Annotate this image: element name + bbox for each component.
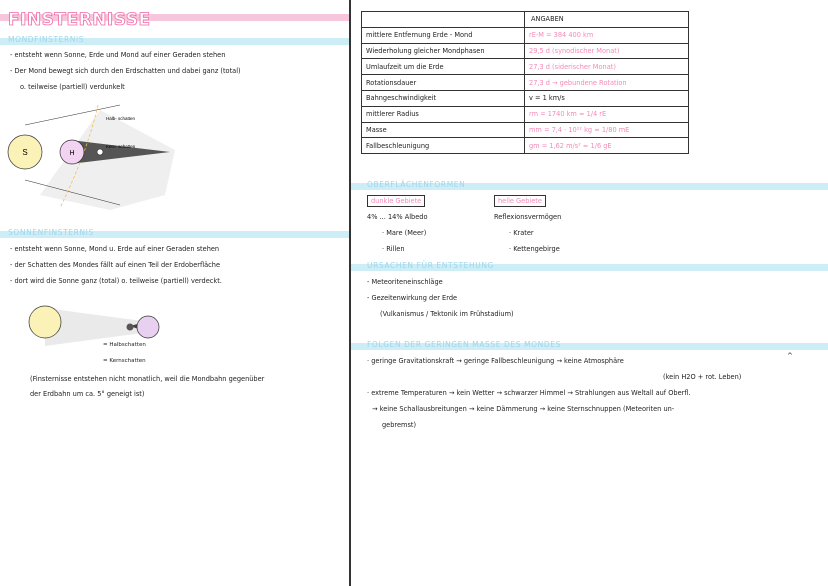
mondfinsternis-line-3: o. teilweise (partiell) verdunkelt [20,83,125,91]
kernschatten-label: Kern- schatten [106,144,136,149]
sun-label: S [22,148,28,157]
table-label: Bahngeschwindigkeit [362,90,525,106]
mondfinsternis-line-1: - entsteht wenn Sonne, Erde und Mond auf einer Geraden stehen [10,51,226,59]
mondfinsternis-diagram [0,100,200,210]
table-row [362,138,689,154]
sonnenfinsternis-note-2: der Erdbahn um ca. 5° geneigt ist) [30,390,145,398]
halbschatten-label: Halb- schatten [106,116,136,121]
angaben-table [361,11,689,154]
ursachen-heading: URSACHEN FÜR ENTSTEHUNG [367,261,494,270]
mondfinsternis-heading: MONDFINSTERNIS [8,35,85,44]
sonnenfinsternis-line-3: - dort wird die Sonne ganz (total) o. teilweise (partiell) verdeckt. [10,277,222,285]
ursachen-line-1: - Meteoriteneinschläge [367,278,443,286]
table-row [362,90,689,106]
table-row [362,106,689,122]
table-label: Masse [362,122,525,138]
helle-gebiete-item: Reflexionsvermögen [494,213,562,221]
folgen-line-2: (kein H2O + rot. Leben) [663,373,742,381]
folgen-line-3: · extreme Temperaturen → kein Wetter → schwarzer Himmel → Strahlungen aus Weltall auf Oberfl. [367,389,691,397]
earth-circle [137,316,159,338]
halbschatten-area [40,110,175,210]
page-title: FINSTERNISSE [8,10,151,30]
ursachen-line-2: - Gezeitenwirkung der Erde [367,294,458,302]
caret-mark: ^ [787,352,793,360]
table-header-empty [362,12,525,28]
legend-kernschatten: = Kernschatten [103,358,146,364]
sonnenfinsternis-diagram [20,300,180,350]
dunkle-gebiete-item: · Mare (Meer) [382,229,427,237]
sonnenfinsternis-heading: SONNENFINSTERNIS [8,228,94,237]
table-label: Fallbeschleunigung [362,138,525,154]
table-label: mittlerer Radius [362,106,525,122]
table-value: gm = 1,62 m/s² ≈ 1/6 gE [525,138,689,154]
oberflaechen-heading: OBERFLÄCHENFORMEN [367,180,466,189]
moon-circle [97,149,103,155]
sonnenfinsternis-line-2: - der Schatten des Mondes fällt auf einen Teil der Erdoberfläche [10,261,221,269]
earth-label: H [69,150,75,157]
helle-gebiete-item: · Krater [509,229,534,237]
ursachen-line-3: (Vulkanismus / Tektonik im Frühstadium) [380,310,514,318]
table-value: 29,5 d (synodischer Monat) [525,43,689,59]
dunkle-gebiete-box: dunkle Gebiete [367,195,425,207]
folgen-heading: FOLGEN DER GERINGEN MASSE DES MONDES [367,340,561,349]
table-label: mittlere Entfernung Erde - Mond [362,27,525,43]
table-row [362,59,689,75]
table-label: Wiederholung gleicher Mondphasen [362,43,525,59]
table-row [362,75,689,91]
table-label: Rotationsdauer [362,75,525,91]
sonnenfinsternis-line-1: - entsteht wenn Sonne, Mond u. Erde auf einer Geraden stehen [10,245,220,253]
dunkle-gebiete-item: · Rillen [382,245,405,253]
table-value: 27,3 d (siderischer Monat) [525,59,689,75]
helle-gebiete-item: · Kettengebirge [509,245,560,253]
table-row [362,122,689,138]
table-row [362,43,689,59]
table-header-row [362,12,689,28]
helle-gebiete-box: helle Gebiete [494,195,546,207]
legend-halbschatten: = Halbschatten [103,342,146,348]
sun-circle [29,306,61,338]
moon-circle [127,324,134,331]
mondfinsternis-line-2: - Der Mond bewegt sich durch den Erdschatten und dabei ganz (total) [10,67,241,75]
folgen-line-5: gebremst) [382,421,417,429]
sonnenfinsternis-note-1: (Finsternisse entstehen nicht monatlich, weil die Mondbahn gegenüber [30,375,265,383]
table-value: v = 1 km/s [525,90,689,106]
page-divider [349,0,351,586]
table-value: rm = 1740 km ≈ 1/4 rE [525,106,689,122]
table-value: rE-M = 384 400 km [525,27,689,43]
folgen-line-4: → keine Schallausbreitungen → keine Dämmerung → keine Sternschnuppen (Meteoriten un- [372,405,675,413]
dunkle-gebiete-item: 4% ... 14% Albedo [367,213,428,221]
folgen-line-1: · geringe Gravitationskraft → geringe Fallbeschleunigung → keine Atmosphäre [367,357,624,365]
table-header: ANGABEN [525,12,689,28]
table-row [362,27,689,43]
table-value: mm = 7,4 · 10²² kg ≈ 1/80 mE [525,122,689,138]
table-label: Umlaufzeit um die Erde [362,59,525,75]
table-value: 27,3 d → gebundene Rotation [525,75,689,91]
